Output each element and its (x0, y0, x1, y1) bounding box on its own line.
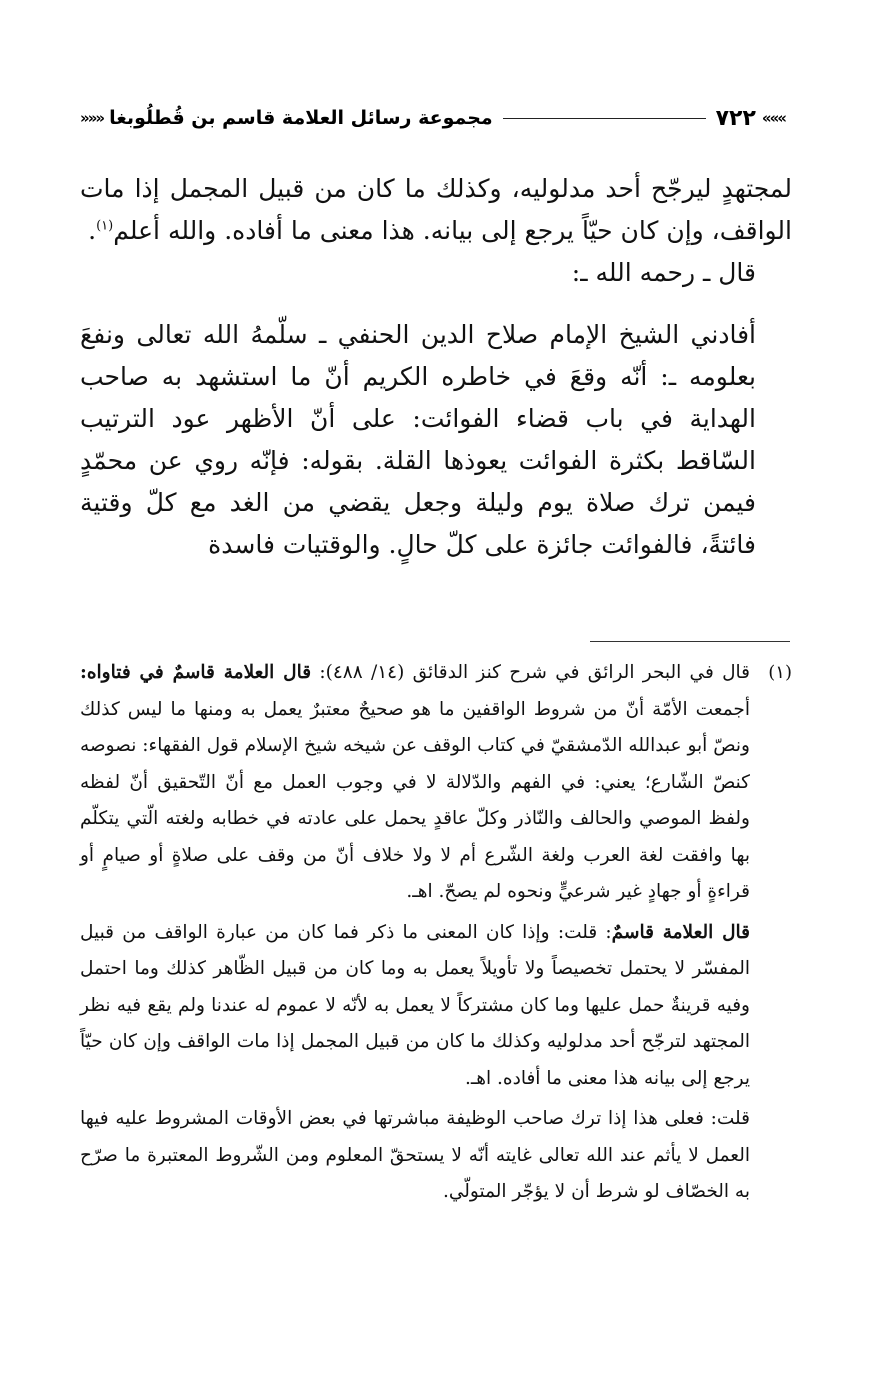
main-text (80, 168, 792, 566)
paragraph-2: قال ـ رحمه الله ـ: (571, 258, 756, 287)
paragraph-3: أفادني الشيخ الإمام صلاح الدين الحنفي ـ سلّمهُ الله تعالى ونفعَ بعلومه ـ: أنّه وقعَ في خاطره الكريم أنّ ما استشهد به صاحب الهداية في باب قضاء الفوائت: على أنّ الأظهر عود الترتيب السّاقط بكثرة الفوائت يعوذها القلة. بقوله: فإنّه روي عن محمّدٍ فيمن ترك صلاة يوم وليلة وجعل يقضي من الغد مع كلّ وقتية فائتةً، فالفوائت جائزة على كلّ حالٍ. والوقتيات فاسدة (80, 320, 756, 559)
page-number: ٧٢٢ (715, 105, 756, 131)
footnote-number: (١) (768, 662, 792, 683)
footnote-1 (80, 655, 792, 1211)
paragraph-1: لمجتهدٍ ليرجّح أحد مدلوليه، وكذلك ما كان من قبيل المجمل إذا مات الواقف، وإن كان حيّاً يرجع إلى بيانه. هذا معنى ما أفاده. والله أعلم$^{(١)}$. (80, 174, 792, 245)
page-header (80, 96, 785, 140)
footnote-para-1: قال في البحر الرائق في شرح كنز الدقائق (١٤/ ٤٨٨): قال العلامة قاسمٌ في فتاواه: أجمعت الأمّة أنّ من شروط الواقفين ما هو صحيحٌ معتبرٌ يعمل به ومنها ما ليس كذلك ونصّ أبو عبدالله الدّمشقيّ في كتاب الوقف عن شيخه شيخ الإسلام قول الفقهاء: نصوصه كنصّ الشّارع؛ يعني: في الفهم والدّلالة لا في وجوب العمل مع أنّ التّحقيق أنّ لفظه ولفظ الموصي والحالف والنّاذر وكلّ عاقدٍ يحمل على عادته في خطابه ولغته الّتي يتكلّم بها وافقت لغة العرب ولغة الشّرع أم لا ولا خلاف أنّ من وقف على صلاةٍ أو صيامٍ أو قراءةٍ أو جهادٍ غير شرعيٍّ ونحوه لم يصحّ. اهـ. (80, 662, 751, 902)
header-title-group (80, 107, 493, 129)
running-title: مجموعة رسائل العلامة قاسم بن قُطلُوبغا (109, 107, 493, 129)
ornament-right-icon: »»» (761, 109, 785, 127)
header-rule (503, 118, 706, 119)
ornament-left-icon: ««« (80, 109, 104, 127)
footnotes (80, 655, 792, 1211)
footnote-ref[interactable]: (١) (96, 218, 114, 234)
footnote-para-2: قال العلامة قاسمٌ: قلت: وإذا كان المعنى ما ذكر فما كان من عبارة الواقف من قبيل المفسّر لا يحتمل تخصيصاً ولا تأويلاً يعمل به وما كان من قبيل الظّاهر كذلك وما احتمل وفيه قرينةٌ حمل عليها وما كان مشتركاً لا يعمل به لأنّه لا عموم له عندنا ولم يقع فيه نظر المجتهد لترجّح أحد مدلوليه وكذلك ما كان من قبيل المجمل إذا مات الواقف وإن كان حيّاً يرجع إلى بيانه هذا معنى ما أفاده. اهـ. (80, 921, 750, 1089)
page-number-group (716, 106, 785, 131)
footnote-separator (590, 641, 790, 642)
footnote-para-3: قلت: فعلى هذا إذا ترك صاحب الوظيفة مباشرتها في بعض الأوقات المشروط عليه فيها العمل لا يأثم عند الله تعالى غايته أنّه لا يستحقّ المعلوم ومن الشّروط المعتبرة ما صرّح به الخصّاف لو شرط أن لا يؤجّر المتولّي. (80, 1108, 750, 1202)
footnote-body (80, 655, 750, 1211)
